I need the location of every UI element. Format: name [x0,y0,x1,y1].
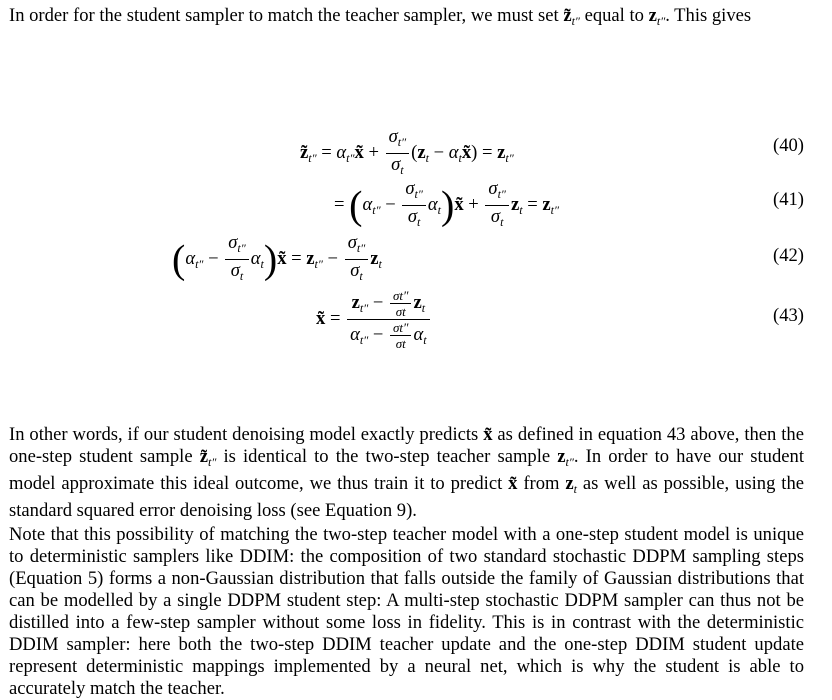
intro-text-a: In order for the student sampler to match the teacher sampler, we must set [9,5,564,26]
sigma-symbol: σ [350,260,360,281]
note-paragraph: Note that this possibility of matching the two-step teacher model with a one-step student model is unique to deterministic samplers like DDIM: the composition of two standard stochastic DDPM sampling steps (Equation 5) forms a non-Gaussian distribution that falls outside the family of Gaussian distributions that can be modelled by a single DDPM student step: A multi-step stochastic DDPM sampler can thus not be distilled into a few-step sampler without some loss in fidelity. This is in contrast with the deterministic DDIM sampler: here both the two-step DDIM teacher update and the one-step DDIM student update represent deterministic mappings implemented by a neural net, which is why the student is able to accurately match the teacher. [9,524,804,699]
sigma-symbol: σ [393,288,400,303]
operator: = [286,247,307,269]
subscript: t″ [571,14,580,28]
sigma-symbol: σ [405,178,415,199]
equation-41-body [334,178,559,233]
sigma-symbol: σ [407,206,418,227]
fraction [345,232,369,287]
subscript: t [402,336,406,351]
subscript: t″ [308,150,317,165]
operator: − [380,193,401,215]
operator: + [463,193,484,215]
alpha-symbol: α [427,193,438,215]
equation-42 [0,230,832,286]
subscript: t [425,150,429,165]
subscript: t″ [414,187,423,201]
subscript: t [423,332,427,347]
alpha-symbol: α [362,193,373,215]
paren: ( [411,141,418,163]
equation-number-42: (42) [773,245,804,266]
z-symbol: z [565,473,574,494]
sigma-symbol: σ [395,304,403,319]
z-tilde-symbol: z̃ [563,5,572,26]
equation-41 [0,176,832,232]
x-tilde-symbol: x̃ [461,141,472,163]
z-symbol: z [557,446,566,467]
operator: + [363,141,384,163]
equation-number-40: (40) [773,135,804,156]
words-text-d: . In order to have our student model approximate this ideal outcome, we thus train it to predict [9,446,804,494]
subscript: t″ [656,14,666,28]
z-symbol: z [510,193,520,215]
subscript: t″ [497,187,506,201]
operator: = [316,141,337,163]
words-text-a: In other words, if our student denoising model exactly predicts [9,424,484,445]
paren: ) [471,141,478,163]
words-text-e: from [517,473,566,494]
big-paren: ( [349,182,363,228]
subscript: t″ [399,320,409,335]
subscript: t [359,269,363,283]
fraction-small [390,320,411,351]
subscript: t″ [195,256,204,271]
z-symbol: z [542,193,551,215]
alpha-symbol: α [350,323,360,345]
alpha-symbol: α [413,323,424,345]
equation-43 [0,288,832,351]
operator: − [368,291,388,313]
sigma-symbol: σ [393,320,400,335]
subscript: t [260,256,264,271]
x-tilde-symbol: x̃ [277,247,287,269]
words-text-b: as defined in equation 43 above, then the one-step student sample [9,424,804,467]
subscript: t″ [314,256,323,271]
fraction [485,178,509,233]
alpha-symbol: α [250,247,261,269]
sigma-symbol: σ [230,260,240,281]
subscript: t″ [346,150,355,165]
z-symbol: z [351,291,360,313]
subscript: t″ [565,455,574,469]
fraction [386,126,410,181]
subscript: t [437,202,441,217]
words-text-f: as well as possible, using the standard squared error denoising loss (see Equation 9). [9,473,804,521]
subscript: t [400,163,404,177]
operator: − [322,247,343,269]
sigma-symbol: σ [388,126,398,147]
subscript: t″ [237,241,246,255]
subscript: t [421,300,426,315]
sigma-symbol: σ [347,232,357,253]
alpha-symbol: α [448,141,459,163]
operator: − [428,141,449,163]
z-tilde-symbol: z̃ [300,141,309,163]
operator: = [325,307,346,329]
big-paren: ( [172,236,186,282]
equation-number-41: (41) [773,189,804,210]
words-text-c: is identical to the two-step teacher sample [216,446,558,467]
x-tilde-symbol: x̃ [316,307,326,329]
x-tilde-symbol: x̃ [454,193,464,215]
fraction-main [347,288,429,351]
z-symbol: z [413,291,422,313]
equation-42-body [172,232,382,287]
sigma-symbol: σ [395,336,403,351]
sigma-symbol: σ [391,154,401,175]
subscript: t″ [359,332,369,347]
subscript: t″ [359,300,369,315]
sigma-symbol: σ [490,206,501,227]
big-paren: ) [263,236,278,282]
subscript: t [519,202,523,217]
subscript: t″ [399,288,409,303]
z-symbol: z [306,247,315,269]
intro-paragraph [9,5,804,32]
fraction [402,178,426,233]
subscript: t [402,304,406,319]
sigma-symbol: σ [228,232,238,253]
z-symbol: z [648,5,657,26]
fraction-small [390,288,411,319]
intro-text-c: . This gives [665,5,752,26]
sigma-symbol: σ [488,178,498,199]
alpha-symbol: α [185,247,196,269]
alpha-symbol: α [336,141,347,163]
subscript: t [573,482,577,496]
z-symbol: z [370,247,379,269]
subscript: t″ [372,202,381,217]
subscript: t [500,215,504,229]
z-tilde-symbol: z̃ [199,446,208,467]
other-words-paragraph [9,424,804,522]
equation-40-body [300,126,514,181]
subscript: t [417,215,421,229]
subscript: t″ [208,455,217,469]
big-paren: ) [441,182,455,228]
operator: − [203,247,224,269]
equation-number-43: (43) [773,305,804,326]
operator: = [334,193,350,215]
subscript: t [458,150,462,165]
subscript: t″ [505,150,514,165]
operator: = [477,141,498,163]
equation-43-body [316,288,432,351]
subscript: t [239,269,244,283]
intro-text-b: equal to [579,5,649,26]
subscript: t [378,256,382,271]
subscript: t″ [397,135,407,149]
fraction [225,232,249,287]
z-symbol: z [417,141,426,163]
x-tilde-symbol: x̃ [354,141,364,163]
operator: = [522,193,543,215]
operator: − [368,323,388,345]
x-tilde-symbol: x̃ [483,424,493,445]
subscript: t″ [550,202,559,217]
z-symbol: z [497,141,506,163]
x-tilde-symbol: x̃ [508,473,518,494]
equation-40 [0,122,832,178]
subscript: t″ [356,241,366,255]
